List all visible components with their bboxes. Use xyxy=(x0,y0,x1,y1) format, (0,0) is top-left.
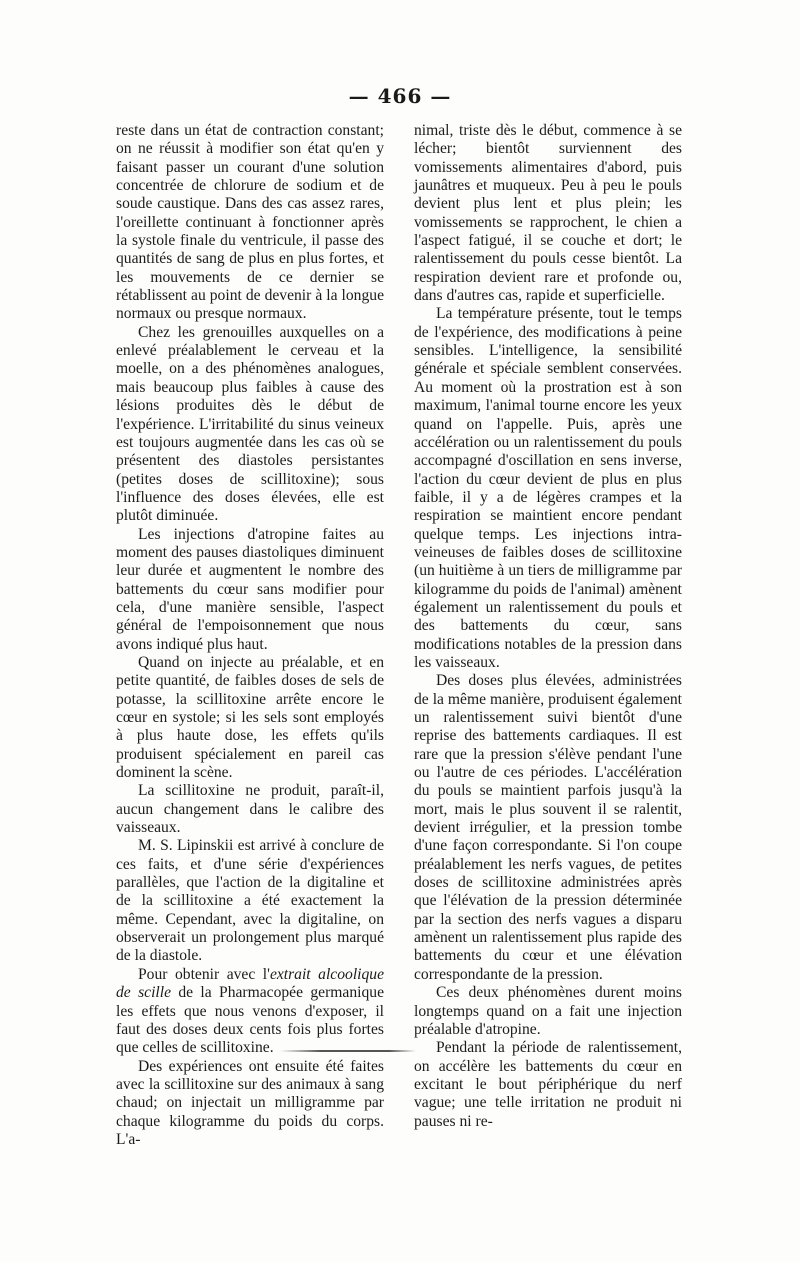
left-paragraph-7 xyxy=(116,966,384,1058)
left-paragraph-8: Des expériences ont ensuite été faites avec la scillitoxine sur des animaux à sang chaud; on injectait un milligramme par chaque kilogramme du poids du corps. L'a- xyxy=(116,1057,384,1148)
left-paragraph-7-suffix: de la Pharmacopée germanique les effets que nous venons d'exposer, il faut des doses deux cents fois plus fortes que celles de scillitoxine. xyxy=(116,984,384,1057)
left-paragraph-6: M. S. Lipinskii est arrivé à conclure de ces faits, et d'une série d'expériences parallèles, que l'action de la digitaline et de la scillitoxine a été exactement la même. Cependant, avec la digitaline, on observerait un prolongement plus marqué de la diastole. xyxy=(116,837,384,965)
left-paragraph-2: Chez les grenouilles auxquelles on a enlevé préalablement le cerveau et la moelle, on a des phénomènes analogues, mais beaucoup plus faibles à cause des lésions produites dès le début de l'expérience. L'irritabilité du sinus veineux est toujours augmentée dans les cas où se présentent des diastoles persistantes (petites doses de scillitoxine); sous l'influence des doses élevées, elle est plutôt diminuée. xyxy=(116,323,384,525)
left-paragraph-7-italic: extrait alcoolique de scille xyxy=(116,965,384,1002)
right-paragraph-2: La température présente, tout le temps de l'expérience, des modifications à peine sensibles. L'intelligence, la sensibilité générale et spéciale semblent conservées. Au moment où la prostration est à son maximum, l'animal tourne encore les yeux quand on l'appelle. Puis, après une accélération ou un ralentissement du pouls accompagné d'oscillation en sens inverse, l'action du cœur devient de plus en plus faible, il y a de légères crampes et la respiration se maintient encore pendant quelque temps. Les injections intra-veineuses de faibles doses de scillitoxine (un huitième à un tiers de milligramme par kilogramme du poids de l'animal) amènent également un ralentissement du pouls et des battements du cœur, sans modifications notables de la pression dans les vaisseaux. xyxy=(414,305,682,671)
left-column xyxy=(116,122,384,1149)
left-paragraph-3: Les injections d'atropine faites au moment des pauses diastoliques diminuent leur durée et augmentent le nombre des battements du cœur sans modifier pour cela, d'une manière sensible, l'aspect général de l'empoisonnement que nous avons indiqué plus haut. xyxy=(116,525,384,653)
right-paragraph-4: Ces deux phénomènes durent moins longtemps quand on a fait une injection préalable d'atropine. xyxy=(414,984,682,1038)
right-paragraph-3: Des doses plus élevées, administrées de la même manière, produisent également un ralentissement suivi bientôt d'une reprise des battements cardiaques. Il est rare que la pression s'élève pendant l'une ou l'autre de ces périodes. L'accélération du pouls se maintient parfois jusqu'à la mort, mais le plus souvent il se ralentit, devient irrégulier, et la pression tombe d'une façon correspondante. Si l'on coupe préalablement les nerfs vagues, de petites doses de scillitoxine administrées après que l'élévation de la pression déterminée par la section des nerfs vagues a disparu amènent un ralentissement plus rapide des battements du cœur et une élévation correspondante de la pression. xyxy=(414,672,682,983)
left-paragraph-7-prefix: Pour obtenir avec l' xyxy=(138,965,270,983)
left-paragraph-5: La scillitoxine ne produit, paraît-il, aucun changement dans le calibre des vaisseaux. xyxy=(116,782,384,837)
page-number: — 466 — xyxy=(348,84,452,108)
left-paragraph-1: reste dans un état de contraction constant; on ne réussit à modifier son état qu'en y faisant passer un courant d'une solution concentrée de chlorure de sodium et de soude caustique. Dans des cas assez rares, l'oreillette continuant à fonctionner après la systole finale du ventricule, il passe des quantités de sang de plus en plus fortes, et les mouvements de ce dernier se rétablissent au point de devenir à la longue normaux ou presque normaux. xyxy=(116,122,384,323)
section-divider-rule xyxy=(280,1050,416,1052)
left-paragraph-4: Quand on injecte au préalable, et en petite quantité, de faibles doses de sels de potasse, la scillitoxine arrête encore le cœur en systole; si les sels sont employés à plus haute dose, les effets qu'ils produisent spécialement en pareil cas dominent la scène. xyxy=(116,653,384,782)
right-paragraph-1: nimal, triste dès le début, commence à se lécher; bientôt surviennent des vomissements alimentaires d'abord, puis jaunâtres et muqueux. Peu à peu le pouls devient plus lent et plus plein; les vomissements se rapprochent, le chien a l'aspect fatigué, il se couche et dort; le ralentissement du pouls cesse bientôt. La respiration devient rare et profonde ou, dans d'autres cas, rapide et superficielle. xyxy=(414,122,682,305)
right-column xyxy=(414,122,682,1131)
right-paragraph-5: Pendant la période de ralentissement, on accélère les battements du cœur en excitant le bout périphérique du nerf vague; une telle irritation ne produit ni pauses ni re- xyxy=(414,1039,682,1130)
